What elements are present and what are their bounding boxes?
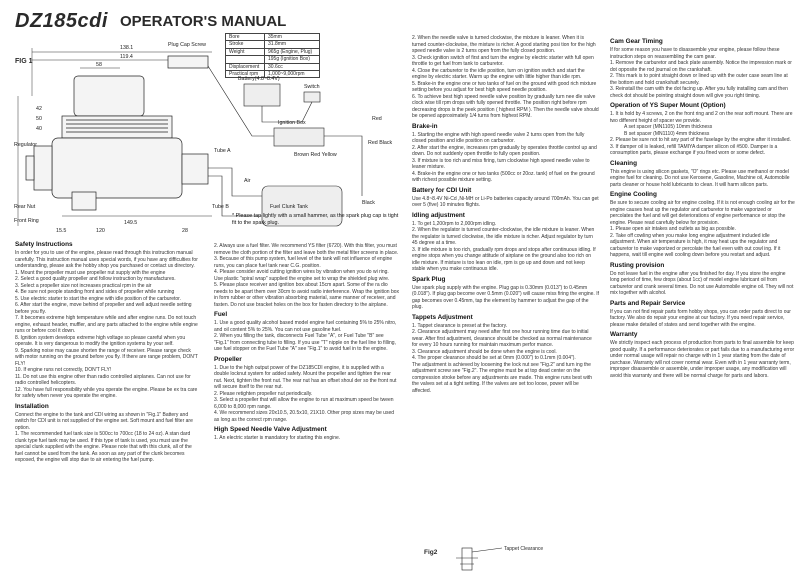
cleaning-text: This engine is using silicon gaskets, "O" rings etc. Please use methanol or model engine fuel for cleaning. Do not use Kerosene, Gasoline, Machine oil, Automobile parts cleaner or house hold lubricants to clean. It will harm silicon parts. <box>610 168 790 188</box>
label-air: Air <box>244 178 251 184</box>
propeller-item: 4. We recommend sizes 20x10.5, 20.5x10, 21X10. Other prop sizes may be used as long as the correct rpm range. <box>214 410 395 423</box>
brake-in-item: 3. If mixture is too rich and miss firing, turn clockwise high speed needle valve to leaner mixture. <box>412 157 590 170</box>
label-dim-28: 28 <box>182 228 188 234</box>
idling-heading: Idling adjustment <box>412 211 465 219</box>
spec-value: 30.6cc <box>265 63 320 70</box>
label-tube-b: Tube B <box>212 204 229 210</box>
installation-heading: Installation <box>15 402 49 410</box>
warranty-heading: Warranty <box>610 331 638 338</box>
label-brown-red-yellow: Brown Red Yellow <box>294 152 337 158</box>
label-dim-120: 120 <box>96 228 105 234</box>
valve-stem <box>462 548 472 570</box>
engine-cooling-text: Be sure to secure cooling air for engine cooling. If it is not enough cooling air for the engine causes heat up the regulator and carburetor to make vaporized or percolates the fuel and will get deteriorations of engine performance or stop the engine. Please read carefully below for provision. <box>610 200 795 226</box>
cam-gear-heading: Cam Gear Timing <box>610 38 663 45</box>
cleaning-heading: Cleaning <box>610 159 637 167</box>
super-mount-heading: Operation of YS Super Mount (Option) <box>610 102 726 109</box>
engine-head <box>74 76 144 116</box>
brake-in-item: 4. Brake-in the engine one or two tanks (500cc or 20oz. tank) of fuel on the ground with richest possible mixture setting. <box>412 170 595 183</box>
super-mount-item: B set spacer (MN1110) 4mm thickness <box>624 130 710 137</box>
idling-item: 3. If idle mixture is too rich, gradually rpm drops and stops after continuous idling. If engine stops when you change attitude of airplane on the ground also too rich on idle mixture. If mixture is too lean on idle, rpm is go up and down and not keep stable when you make continuous idle. <box>412 246 596 272</box>
safety-item: 3. Select a propeller size not increases practical rpm in the air <box>15 282 152 289</box>
column-3 <box>412 35 599 394</box>
label-dim-155: 15.5 <box>56 228 67 234</box>
propeller-item: 3. Select a propeller that will allow the engine to run at maximum speed be tween 6,000 to 8,000 rpm range. <box>214 397 394 410</box>
safety-item: 10. If engine runs not correctly, DON'T FLY! <box>15 367 112 373</box>
spec-key: Practical rpm <box>226 71 265 78</box>
spark-plug-note: * Please tap lightly with a small hammer, as the spark plug cap is tight fit to the spark plug. <box>232 213 399 226</box>
label-battery: Battery(4.8~8.4V) <box>238 76 280 82</box>
label-dim-42: 42 <box>36 106 42 112</box>
propeller-item: 2. Please retighten propeller nut periodically. <box>214 390 313 397</box>
high-speed-item: 3. Check ignition switch of first and turn the engine by electric starter with full open throttle to get fuel from tank to carburetor. <box>412 54 594 67</box>
label-dim-58: 58 <box>96 62 102 68</box>
brake-in-item: 2. After start the engine, increases rpm gradually by operates throttle control up and down. Do not suddenly open throttle to fully open position. <box>412 144 597 157</box>
fuel-item: 2. When you filling the tank, disconnects Fuel Tube "A", or Fuel Tube "B" see "Fig.1" from connecting tube to filling. If you use "T" nipple on the fuel line to filling, use fuel stopper on the Fuel Tube "A" see "Fig.1" to avoid fuel in to the engine. <box>214 333 396 352</box>
idling-item: 1. To get 1,200rpm to 2,000rpm idling. <box>412 220 497 227</box>
label-dim-50: 50 <box>36 116 42 122</box>
column-1 <box>15 238 200 464</box>
label-tube-a: Tube A <box>214 148 231 154</box>
installation-item: 5. Please place receiver and ignition box about 15cm apart. Some of the ra dio needs to be apart them over 30cm to avoid radio interference. Wrap the ignition box in form rubber or other vibration absorbing material, same manner of receiver, and fasten. Do not use bracket holes on the box for fasten directory to the airplane. <box>214 282 400 308</box>
safety-item: 9. Sparking noise may cause shorten the range of receiver. Please range check with motor running on the ground before you fly. If there are range problem, DON'T FLY! <box>15 347 198 367</box>
safety-item: 4. Be sure not people standing front and sides of propeller while running <box>15 289 175 295</box>
spec-value: 35mm <box>265 34 320 41</box>
safety-item: 7. It becomes extreme high temperature while and after engine runs. Do not touch engine, exhaust header, muffler, and any parts attached to the engine while engine runs or before cool it down. <box>15 315 198 334</box>
spec-key: Stroke <box>226 41 265 48</box>
ignition-box <box>274 128 324 146</box>
cam-gear-item: 2. This mark is to point straight down or lined up with the outer case seam line at the bottom and hold crankshaft securely. <box>610 73 788 86</box>
label-regulator: Regulator <box>14 142 37 148</box>
fig2-label: Fig2 <box>424 549 438 556</box>
installation-item: 2. Always use a fuel filter. We recommend YS filter (6720). With this filter, you must remove the cloth portion of the filter and leave both the metal filter screens in place. <box>214 243 399 256</box>
spec-key: Weight <box>226 48 265 55</box>
switch-box <box>304 92 320 102</box>
tappets-item: 4. The proper clearance should be set at 0mm (0.000") to 0.1mm (0.004"). <box>412 355 576 361</box>
battery-text: Use 4.8~8.4V Ni-Cd ,Ni-MH or Li-Po batteries capacity around 700mAh. You can get over 5 (five) 10 minutes flights. <box>412 195 599 208</box>
brake-in-item: 1. Starting the engine with high speed needle valve 2 turns open from the fully closed position and idle position on carburetor. <box>412 131 585 144</box>
installation-item: 3. Because of this pump system, fuel level of the tank will not influence of engine runs, you can place fuel tank near C.G. position. <box>214 256 393 269</box>
engine-cooling-item: 1. Please open air intakes and outlets as big as possible. <box>610 226 736 232</box>
battery-heading: Battery for CDI Unit <box>412 186 472 194</box>
safety-intro: In order for you to use of the engine, please read through this instruction manual carefully. This instruction manual uses special words, if you have any difficulties for understanding, please ask the hobby shop you purchased or contact us directory. <box>15 250 198 269</box>
prop-hub <box>34 146 52 190</box>
label-red-black: Red Black <box>368 140 393 146</box>
label-fuel-clunk-tank: Fuel Clunk Tank <box>270 204 308 210</box>
high-speed-item: 2. When the needle valve is turned clockwise, the mixture is leaner. When it is turned counter-clockwise, the mixture is richer. A good starting posi tion for the high speed needle valve is 2 turns open from the fully closed position. <box>412 35 596 54</box>
propeller-item: 1. Due to the high output power of the DZ185CDI engine, it is supplied with a double locknut system for added safety. Mount the propeller and tighten the rear nut. Next, tighten the front nut. The rear nut has an offset shoul der so the front nut will secure itself to the rear nut. <box>214 364 397 390</box>
engine-cooling-heading: Engine Cooling <box>610 191 657 198</box>
safety-item: 6. After start the engine, move behind of propeller and well adjust needle setting before you fly. <box>15 302 192 315</box>
spec-value: 195g (Ignition Box) <box>265 56 320 63</box>
safety-item: 11. Do not use this engine other than radio controlled airplanes. Can not use for radio controlled helicopters. <box>15 373 191 386</box>
high-speed-item: 5. Brake-in the engine one or two tanks of fuel on the ground with good rich mixture setting before you adjust for best high speed needle position. <box>412 80 597 93</box>
super-mount-item: 2. Please be sure not to hit any part of the fuselage by the engine after it installed. <box>610 137 791 143</box>
installation-item: 4. Please consider avoid cutting ignition wires by vibration when you do wi ring. Use plastic "spiral wrap" supplied the engine set to wrap the shielded plug wire. <box>214 269 390 282</box>
tappet-clearance-label: Tappet Clearance <box>504 546 544 552</box>
parts-repair-heading: Parts and Repair Service <box>610 299 686 307</box>
propeller-heading: Propeller <box>214 355 242 363</box>
safety-heading: Safety Instructions <box>15 241 73 248</box>
spec-value: 965g (Engine, Plug) <box>265 48 320 55</box>
safety-item: 12. You have full responsibility while you operate the engine. Please be ex tra care for safety when never you operate the engine. <box>15 386 198 399</box>
safety-item: 2. Select a good quality propeller and follow instruction by manufactures. <box>15 276 176 282</box>
label-dim-138: 138.1 <box>120 45 134 51</box>
label-ignition-box: Ignition Box <box>278 120 306 126</box>
label-red: Red <box>372 116 382 122</box>
high-speed-item: 6. To achieve best high speed needle valve position by gradually turn nee dle valve clock wise till rpm drops with fully opened throttle. The position right before rpm decreasing drops is the peek position ( highest RPM ). Then the needle valve should be opened approximately 1/4 turns from highest RPM. <box>412 93 599 119</box>
manual-title: OPERATOR'S MANUAL <box>120 13 287 30</box>
battery-box <box>244 84 280 106</box>
safety-item: 8. Ignition system develops extreme high voltage so please careful when you operate. It is very dangerous to modify the ignition systems by your self. <box>15 334 186 347</box>
label-dim-149: 149.5 <box>124 220 138 226</box>
tappets-item: 3. Clearance adjustment should be done when the engine is cool. <box>412 348 557 355</box>
safety-item: 5. Use electric starter to start the engine with idle position of the carburetor. <box>15 295 181 302</box>
engine-diagram <box>12 36 404 236</box>
spec-key: Bore <box>226 34 265 41</box>
tappets-item: 2. Clearance adjustment may need after first one hour running time due to initial wear. After first adjustment, clearance should be checked as normal maintenance for every 10 hours running for maintain maximum perfor mance. <box>412 329 592 348</box>
wiring <box>208 66 362 226</box>
column-2 <box>214 243 399 442</box>
label-dim-119: 119.4 <box>120 54 133 60</box>
rear-nut <box>72 192 96 210</box>
super-mount-item: A set spacer (MN1105) 10mm thickness <box>624 124 713 130</box>
tappets-item: 1. Tappet clearance is preset at the factory. <box>412 322 508 329</box>
crankcase <box>52 138 182 198</box>
tappets-text: The adjustment is achieved by loosening the lock nut see "Fig.2" and turn ing the adjustment screw see "Fig.2". The engine must be at top dead center on the compression stroke before any adjustments are made. This engine runs best with the valves set at a tight setting. If the valves are set too loose, power will be affected. <box>412 361 592 394</box>
high-speed-heading: High Speed Needle Valve Adjustment <box>214 426 327 433</box>
lock-nut <box>456 558 478 564</box>
parts-repair-text: If you can not find repair parts form hobby shops, you can order parts direct to our factory. We also do repair your engine at our factory. If you need repair service, please make detailed of states and send together with the engine. <box>610 308 791 328</box>
cam-gear-text: If for some reason you have to disassemble your engine, please follow these instruction steps on reassembling the cam gear. <box>610 47 780 60</box>
engine-fins <box>62 116 172 138</box>
installation-item: 1. The recommended fuel tank size is 500cc to 700cc (18 to 24 oz). A stan dard clunk type fuel tank may be used. If this type of tank is used, you must use the special clunk supplied with the engine. Please note that with this clunk, all of the fuel cannot be used from the tank. As soon as any part of the clunk becomes exposed, the engine will stop due to air entering the fuel pump. <box>15 431 192 463</box>
label-plug-cap-screw: Plug Cap Screw <box>168 42 206 48</box>
fuel-heading: Fuel <box>214 311 228 318</box>
fig1-label: FIG 1 <box>15 58 33 65</box>
spark-plug-heading: Spark Plug <box>412 275 446 283</box>
tappets-heading: Tappets Adjustment <box>412 313 473 321</box>
engine-drawing <box>26 56 208 210</box>
spark-plug-text: Use spark plug supply with the engine. Plug gap is 0.30mm (0.013") to 0.45mm (0.018"). If plug gap become over 0.5mm (0.020") will cause miss firing the engine. If gap becomes over 0.45mm, tap the element by hammer to adjust the gap of the plug. <box>412 284 599 310</box>
column-4 <box>610 35 795 379</box>
super-mount-item: 1. It is hold by 4 screws, 2 on the front ring and 2 on the rear soft mount. There are two different height of spacer we provide. <box>610 111 793 124</box>
spec-value: 31.8mm <box>265 41 320 48</box>
carburetor <box>182 154 208 184</box>
tube-a <box>208 168 262 196</box>
engine-cooling-item: 2. Take off cowling when you make long engine adjustment included idle adjustment. When air temperature is high, it may heat ups the regulator and carburetor to make vaporized or percolate the fuel even with out cowl ing. If it happens, wait till engine well cooling down before you restart and adjust. <box>610 232 781 258</box>
plug-cap <box>168 56 208 68</box>
spec-value: 1,000~9,000rpm <box>265 71 320 78</box>
cam-gear-item: 1. Remove the carburetor and back plate assembly. Notice the impression mark or dot opposite the rod journal on the crankshaft. <box>610 60 792 73</box>
spec-key: Displacement <box>226 63 265 70</box>
idling-item: 2. When the regulator is turned counter-clockwise, the idle mixture is leaner. When the regulator is turned clockwise, the idle mixture is richer. Adjust regulator by turn 45 degree at a time. <box>412 227 595 246</box>
tappet-diagram <box>452 542 512 571</box>
rusting-heading: Rusting provision <box>610 261 665 269</box>
super-mount-item: 3. If damper oil is leaked, refill TAMIYA damper silicon oil #500. Damper is a consumption parts, please exchange if you fined worn or some defect. <box>610 143 778 156</box>
label-black: Black <box>362 200 375 206</box>
brake-in-heading: Brake-in <box>412 122 438 130</box>
high-speed-item: 1. An electric starter is mandatory for starting this engine. <box>214 435 341 441</box>
fig2 <box>412 542 602 571</box>
model-name: DZ185cdi <box>15 10 108 32</box>
installation-intro: Connect the engine to the tank and CDI wiring as shown in "Fig.1" Battery and switch for CDI unit is not supplied of the engine set. Soft mount and fuel filter are option. <box>15 411 193 431</box>
fuel-item: 1. Use a good quality alcohol based model engine fuel containing 5% to 25% nitro, and oil content 5% to 25%. You can not use gasoline fuel. <box>214 320 397 333</box>
caption-leader <box>472 548 502 552</box>
cam-gear-item: 3. Reinstall the cam with the dot facing up. After you fully installing cam and then check dot should be pointing straight down will give you right timing. <box>610 86 788 99</box>
label-rear-nut: Rear Nut <box>14 204 36 210</box>
safety-item: 1. Mount the propeller must use propeller nut supply with the engine <box>15 269 166 276</box>
label-switch: Switch <box>304 84 320 90</box>
front-ring <box>26 156 34 180</box>
warranty-text: We strictly inspect each process of production from parts to final assemble for keep good quality. If a performance deteriorates or part fails due to a manufacturing error under normal usage will repair no charge with in 1 year starting from the date of purchase. Warranty will not cover normal wear. Even with in 1 year warranty term, improper disassemble or assemble, under improper usage, any modification will avoid this warranty and there will be normal charge for parts and labors. <box>610 340 795 379</box>
high-speed-item: 4. Close the carburetor to the idle position, turn on ignition switch and start the engine by electric starter. Warm up the engine with little higher than idle rpm. <box>412 67 585 80</box>
rusting-text: Do not leave fuel in the engine after you finished for day. If you store the engine long period of time, few drops (about 1cc) of model engine lubricant oil from carburetor and crank several times. Do not use Automobile engine oil. They will not mix together with alcohol. <box>610 270 794 296</box>
label-front-ring: Front Ring <box>14 218 39 224</box>
label-dim-40: 40 <box>36 126 42 132</box>
